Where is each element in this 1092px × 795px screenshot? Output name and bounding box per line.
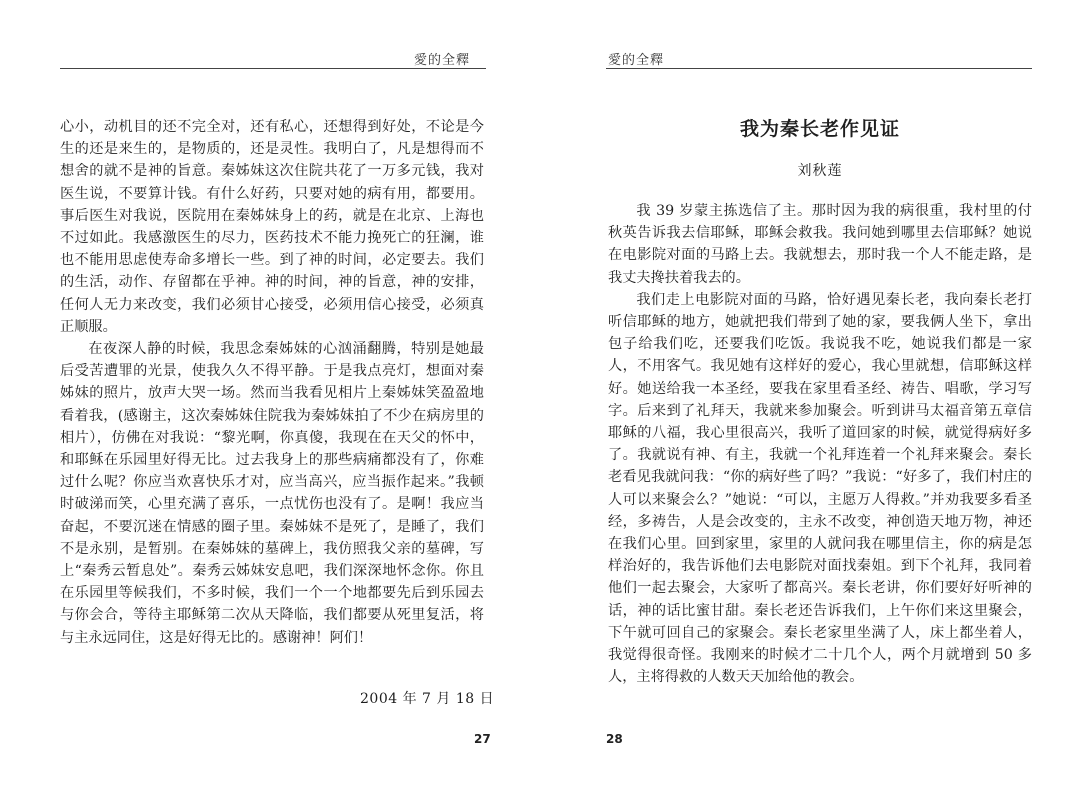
paragraph: 我们走上电影院对面的马路，恰好遇见秦长老，我向秦长老打听信耶稣的地方，她就把我们带到了她的家，要我俩人坐下，拿出包子给我们吃，还要我们吃饭。我说我不吃，她说我们都是一家人，不用客气。我见她有这样好的爱心，我心里就想，信耶稣这样好。她送给我一本圣经，要我在家里看圣经、祷告、唱歌，学习写字。后来到了礼拜天，我就来参加聚会。听到讲马太福音第五章信耶稣的八福，我心里很高兴，我听了道回家的时候，就觉得病好多了。我就说有神、有主，我就一个礼拜连着一个礼拜来聚会。秦长老看见我就问我：“你的病好些了吗？”我说：“好多了，我们村庄的人可以来聚会么？”她说：“可以，主愿万人得救。”并劝我要多看圣经，多祷告，人是会改变的，主永不改变，神创造天地万物，神还在我们心里。回到家里，家里的人就问我在哪里信主，你的病是怎样治好的，我告诉他们去电影院对面找秦姐。到下个礼拜，我同着他们一起去聚会，大家听了都高兴。秦长老讲，你们要好好听神的话，神的话比蜜甘甜。秦长老还告诉我们，上午你们来这里聚会，下午就可回自己的家聚会。秦长老家里坐满了人，床上都坐着人，我觉得很奇怪。我刚来的时候才二十几个人，两个月就增到 50 多人，主将得救的人数天天加给他的教会。 [608, 291, 1032, 686]
body-text [60, 116, 484, 649]
header-rule [60, 68, 486, 69]
running-head: 愛的全釋 [608, 53, 665, 68]
body-text [608, 200, 1032, 688]
running-head: 愛的全釋 [414, 53, 471, 68]
paragraph: 在夜深人静的时候，我思念秦姊妹的心汹涌翻腾，特别是她最后受苦遭罪的光景，使我久久不得平静。于是我点亮灯，想面对秦姊妹的照片，放声大哭一场。然而当我看见相片上秦姊妹笑盈盈地看着我，(感谢主，这次秦姊妹住院我为秦姊妹拍了不少在病房里的相片），仿佛在对我说：“黎光啊，你真傻，我现在在天父的怀中，和耶稣在乐园里好得无比。过去我身上的那些病痛都没有了，你难过什么呢？你应当欢喜快乐才对，应当高兴，应当振作起来。”我顿时破涕而笑，心里充满了喜乐，一点忧伤也没有了。是啊！我应当奋起，不要沉迷在情感的圈子里。秦姊妹不是死了，是睡了，我们不是永别，是暂别。在秦姊妹的墓碑上，我仿照我父亲的墓碑，写上“秦秀云暂息处”。秦秀云姊妹安息吧，我们深深地怀念你。你且在乐园里等候我们，不多时候，我们一个一个地都要先后到乐园去与你会合，等待主耶稣第二次从天降临，我们都要从死里复活，将与主永远同住，这是好得无比的。感谢神！阿们！ [60, 341, 484, 646]
right-page [546, 0, 1092, 795]
page-number: 28 [606, 732, 623, 746]
paragraph: 我 39 岁蒙主拣选信了主。那时因为我的病很重，我村里的付秋英告诉我去信耶稣，耶稣会救我。我问她到哪里去信耶稣？她说在电影院对面的马路上去。我就想去，那时我一个人不能走路，是我丈夫搀扶着我去的。 [608, 203, 1032, 286]
author-name: 刘秋莲 [797, 163, 843, 179]
date-line: 2004 年 7 月 18 日 [360, 691, 495, 707]
paragraph: 心小，动机目的还不完全对，还有私心，还想得到好处，不论是今生的还是来生的，是物质的，还是灵性。我明白了，凡是想得而不想舍的就不是神的旨意。秦姊妹这次住院共花了一万多元钱，我对医生说，不要算计钱。有什么好药，只要对她的病有用，都要用。事后医生对我说，医院用在秦姊妹身上的药，就是在北京、上海也不过如此。我感激医生的尽力，医药技术不能力挽死亡的狂澜，谁也不能用思虑使寿命多增长一些。到了神的时间，必定要去。我们的生活，动作、存留都在乎神。神的时间，神的旨意，神的安排，任何人无力来改变，我们必须甘心接受，必须用信心接受，必须真正顺服。 [60, 119, 484, 335]
article-title: 我为秦长老作见证 [739, 118, 900, 140]
page-number: 27 [474, 732, 491, 746]
header-rule [606, 68, 1032, 69]
